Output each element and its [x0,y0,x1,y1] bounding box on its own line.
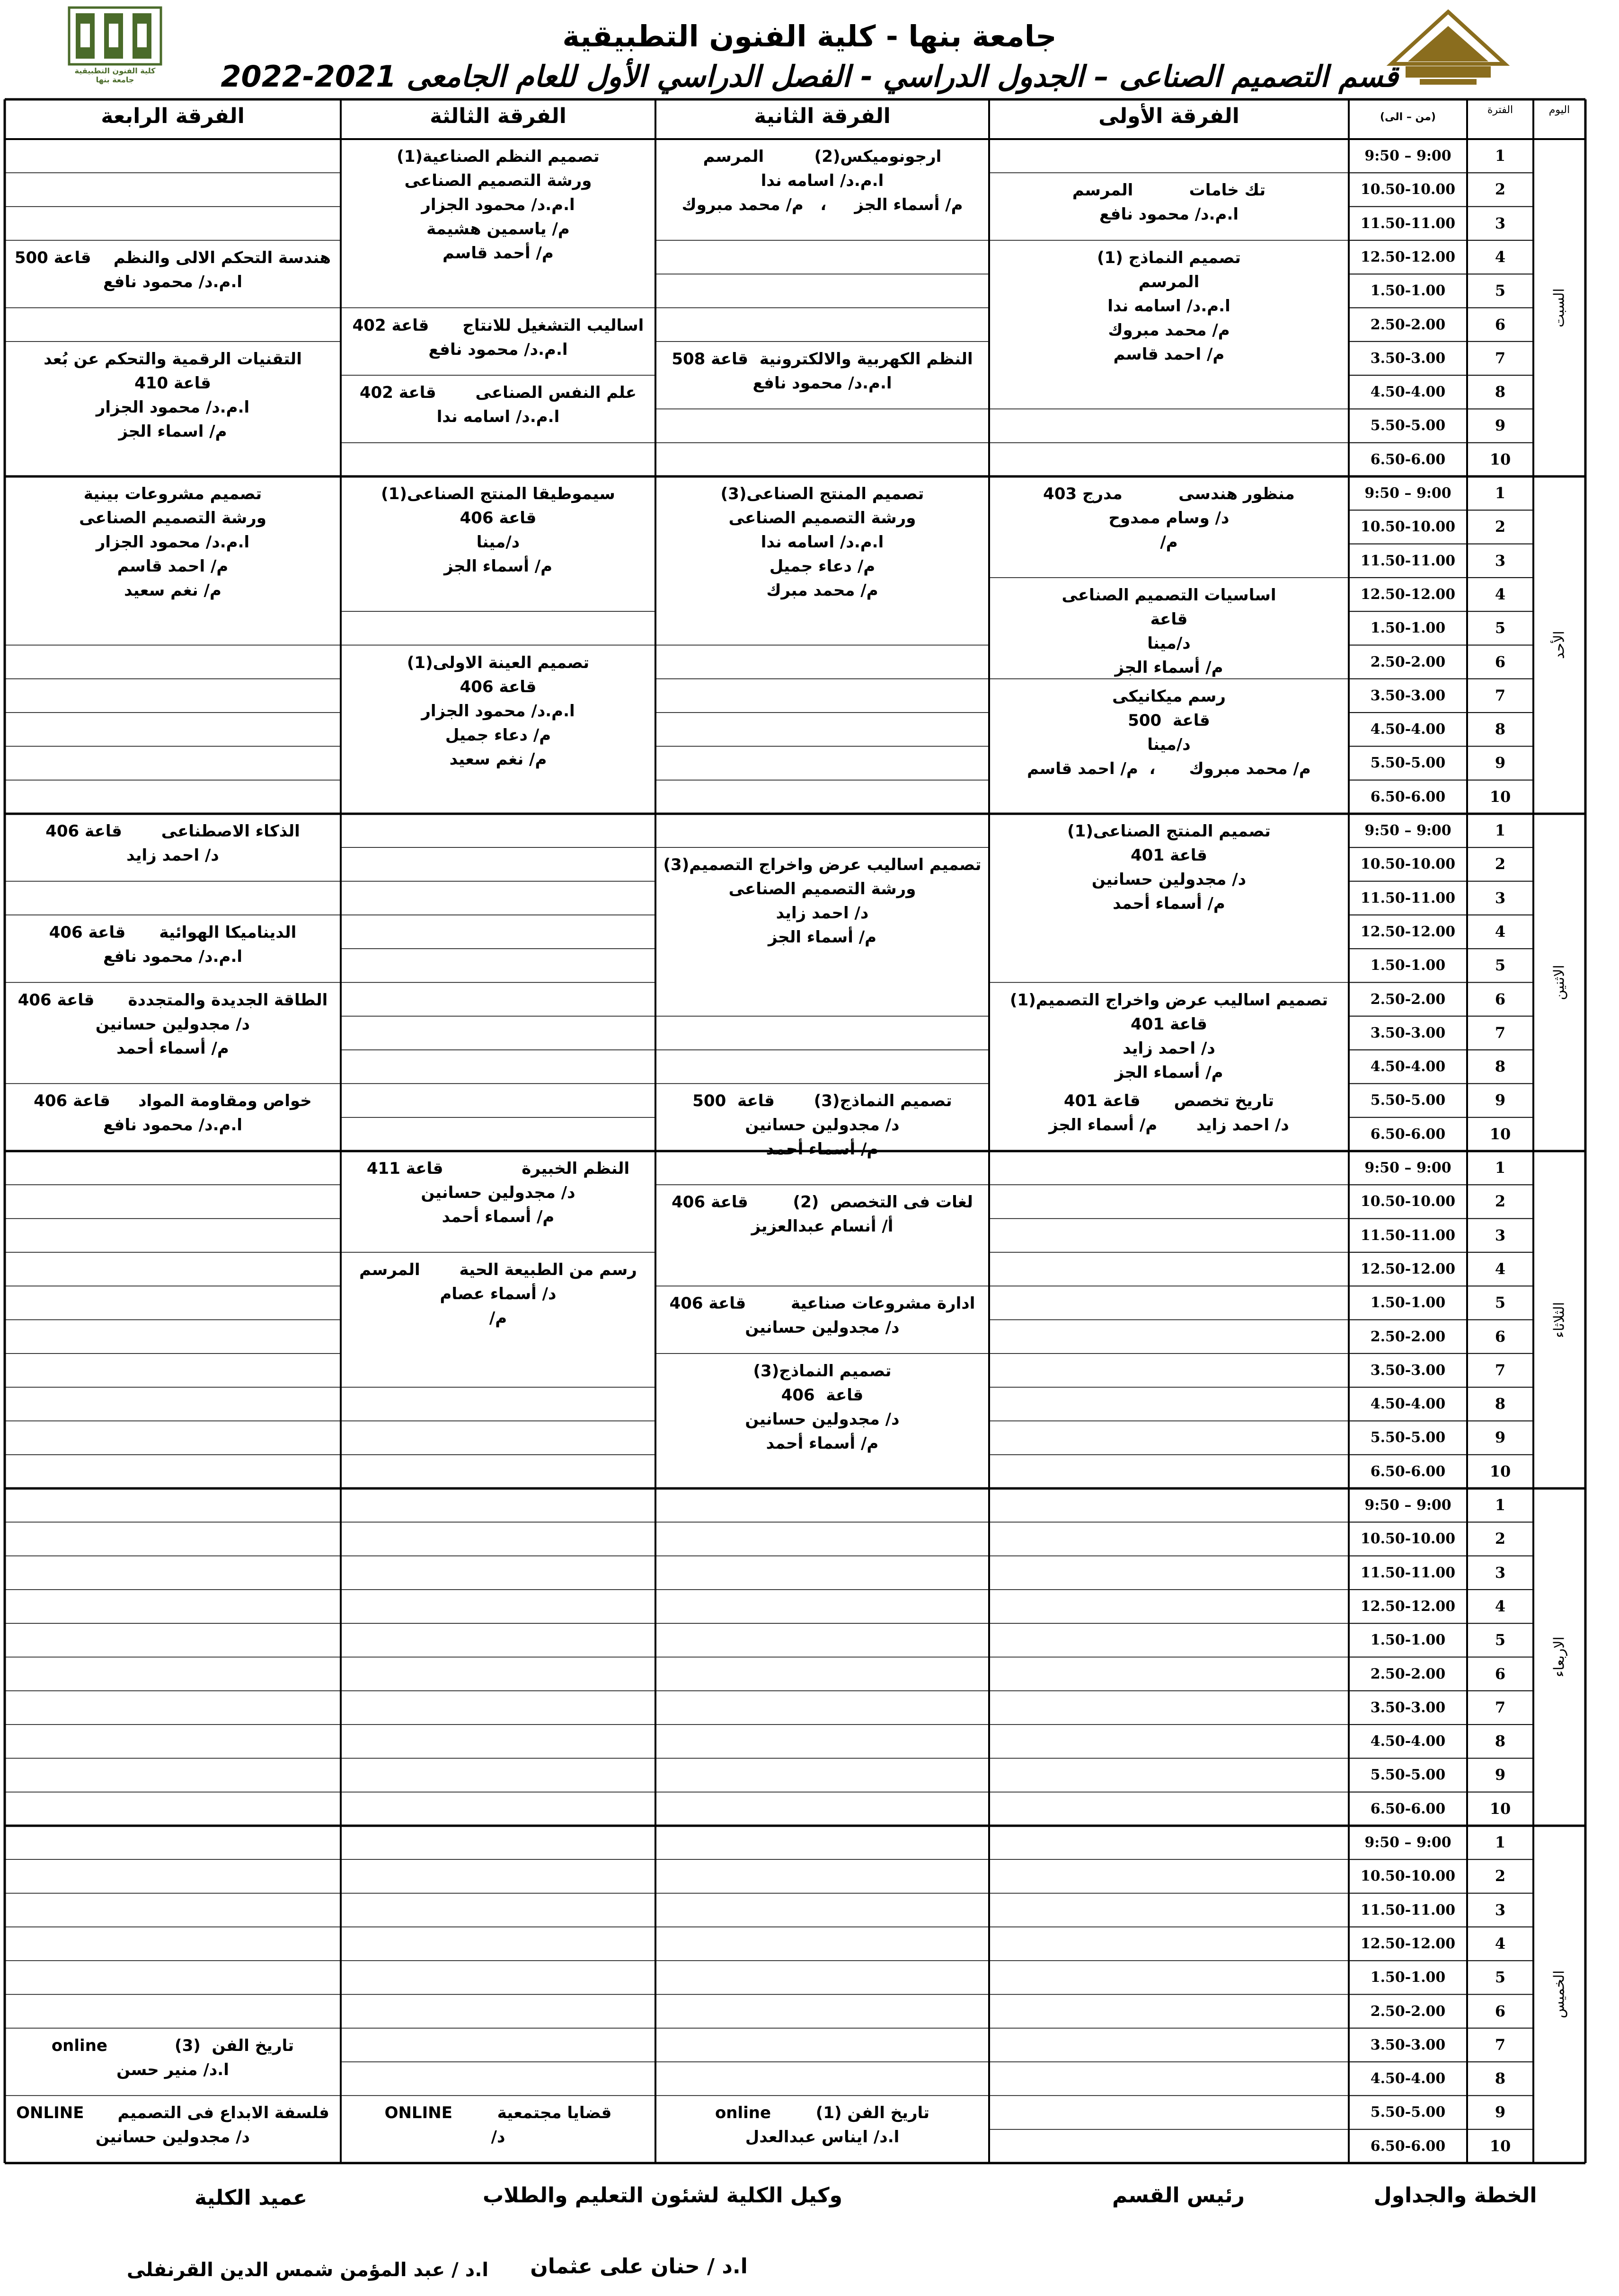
day-header: اليوم [1548,104,1570,116]
course-line: م/ احمد قاسم [1113,344,1225,364]
course-line: م/ أسماء الجز ، م/ محمد مبروك [681,195,963,214]
course-line: م/ أحمد قاسم [442,244,554,263]
period-number: 8 [1495,383,1506,401]
time-slot: 10.50-10.00 [1360,181,1456,198]
course-line: ا.د/ منير حسن [116,2060,229,2079]
vice-dean-name: ا.د / حنان على عثمان [530,2254,748,2278]
course-line: المرسم [1138,272,1200,291]
period-number: 10 [1489,787,1511,806]
course-line: تاريخ الفن (3) online [51,2036,294,2055]
time-slot: 2.50-2.00 [1370,1665,1446,1682]
course-line: م/ أسماء أحمد [442,1207,555,1226]
time-slot: 6.50-6.00 [1370,1800,1446,1817]
course-line: الذكاء الاصطناعى قاعة 406 [45,822,300,841]
course-line: قاعة 406 [460,677,537,696]
period-number: 10 [1489,2137,1511,2155]
time-slot: 11.50-11.00 [1360,215,1456,232]
course-line: ا.م.د/ محمود نافع [428,340,568,359]
plan-signature-title: الخطة والجداول [1373,2183,1537,2208]
course-line: د/ مجدولين حسانين [95,1014,250,1034]
time-slot: 10.50-10.00 [1360,1193,1456,1210]
course-line: التقنيات الرقمية والتحكم عن بُعد [44,349,302,369]
time-slot: 5.50-5.00 [1370,755,1446,772]
course-line: قاعة 406 [781,1385,864,1405]
course-line: د/ احمد زايد [776,904,869,923]
time-slot: 9:50 – 9:00 [1364,822,1451,839]
time-slot: 3.50-3.00 [1370,350,1446,367]
course-block [9,921,336,980]
period-number: 1 [1495,821,1506,839]
time-slot: 9:50 – 9:00 [1364,485,1451,501]
course-line: ارجونوميكس(2) المرسم [703,147,942,166]
department-head-title: رئيس القسم [1112,2183,1245,2208]
time-slot: 3.50-3.00 [1370,1699,1446,1716]
course-line: تصميم النظم الصناعية(1) [397,147,600,166]
course-line: تصميم النماذج(3) [753,1361,892,1381]
course-line: لغات فى التخصص (2) قاعة 406 [672,1193,973,1212]
period-number: 3 [1495,551,1506,570]
time-slot: 6.50-6.00 [1370,1126,1446,1143]
period-number: 10 [1489,1462,1511,1480]
course-line: تصميم المنتج الصناعى(3) [720,484,924,503]
course-line: قاعة 500 [1128,711,1210,730]
time-slot: 3.50-3.00 [1370,2036,1446,2053]
period-number: 2 [1495,518,1506,536]
time-slot: 6.50-6.00 [1370,451,1446,468]
university-title: جامعة بنها - كلية الفنون التطبيقية [562,19,1057,53]
course-line: د/مينا [476,533,520,552]
course-line: تاريخ الفن (1) online [715,2103,930,2123]
period-number: 5 [1495,1631,1506,1649]
period-number: 8 [1495,1732,1506,1751]
time-slot: 2.50-2.00 [1370,653,1446,670]
course-line: د/ احمد زايد [126,846,219,865]
course-line: د/ مجدولين حسانين [745,1318,900,1337]
time-slot: 10.50-10.00 [1360,1868,1456,1885]
period-number: 9 [1495,416,1506,435]
course-line: اساسيات التصميم الصناعى [1062,585,1276,605]
period-number: 3 [1495,888,1506,907]
course-line: م/ دعاء جميل [769,557,876,576]
day-label: الاثنين [1551,965,1568,1000]
period-number: 8 [1495,720,1506,739]
course-line: تصميم اساليب عرض واخراج التصميم(3) [663,855,982,875]
vice-dean-title: وكيل الكلية لشئون التعليم والطلاب [483,2183,842,2208]
period-number: 10 [1489,1125,1511,1143]
period-number: 1 [1495,147,1506,165]
course-line: تك خامات المرسم [1072,181,1266,200]
time-slot: 3.50-3.00 [1370,1362,1446,1379]
time-slot: 1.50-1.00 [1370,620,1446,637]
time-slot: 3.50-3.00 [1370,1024,1446,1041]
period-number: 4 [1495,1597,1506,1615]
course-block [660,1359,984,1486]
course-line: م/ أسماء أحمد [116,1038,229,1058]
course-line: تصميم اساليب عرض واخراج التصميم(1) [1009,990,1328,1010]
course-line: د/ مجدولين حسانين [745,1116,900,1135]
period-number: 9 [1495,1091,1506,1109]
course-block [660,482,984,642]
course-line: قاعة 401 [1131,846,1207,865]
time-slot: 12.50-12.00 [1360,586,1456,603]
university-logo [1387,7,1510,88]
time-slot: 10.50-10.00 [1360,519,1456,536]
faculty-logo-text: كلية الفنون التطبيقية جامعة بنها [74,66,156,84]
dean-name: ا.د / عبد المؤمن شمس الدين القرنفلى [126,2259,489,2281]
course-line: تاريخ تخصص قاعة 401 [1063,1091,1274,1111]
course-block [345,145,651,305]
course-line: د/ مجدولين حسانين [95,2128,250,2147]
time-slot: 2.50-2.00 [1370,1328,1446,1345]
first-year-header: الفرقة الأولى [1098,104,1239,128]
course-line: م/ أسماء الجز [443,557,553,576]
course-block [660,1190,984,1283]
day-label: الخميس [1551,1970,1568,2019]
course-line: قاعة 406 [460,509,537,528]
time-slot: 4.50-4.00 [1370,384,1446,401]
period-number: 2 [1495,1192,1506,1211]
day-label: الثلاثاء [1551,1302,1568,1338]
course-line: م/ أسماء أحمد [1113,894,1225,913]
day-label: الاربعاء [1551,1636,1568,1678]
course-line: ا.م.د/ محمود نافع [103,272,243,291]
course-block [9,819,336,879]
time-slot: 2.50-2.00 [1370,2003,1446,2020]
course-line: ا.م.د/ محمود الجزار [96,533,250,552]
period-number: 6 [1495,1664,1506,1683]
course-line: ورشة التصميم الصناعى [404,171,592,190]
period-number: 4 [1495,1934,1506,1953]
period-number: 3 [1495,1563,1506,1582]
time-slot: 4.50-4.00 [1370,1396,1446,1413]
time-slot: 12.50-12.00 [1360,248,1456,265]
period-number: 3 [1495,214,1506,232]
course-line: م/ [1160,533,1178,552]
time-slot: 11.50-11.00 [1360,1564,1456,1581]
course-block [345,482,651,608]
period-number: 5 [1495,1968,1506,1987]
course-line: م/ أسماء الجز [768,928,877,947]
course-line: علم النفس الصناعى قاعة 402 [359,383,637,403]
time-slot: 1.50-1.00 [1370,1969,1446,1986]
period-number: 4 [1495,922,1506,941]
period-number: 9 [1495,1428,1506,1447]
dean-title: عميد الكلية [194,2186,308,2210]
course-block [994,1089,1344,1148]
period-number: 3 [1495,1900,1506,1919]
course-line: د/ مجدولين حسانين [745,1409,900,1429]
time-slot: 4.50-4.00 [1370,1733,1446,1750]
period-number: 9 [1495,754,1506,772]
time-slot: 1.50-1.00 [1370,1294,1446,1311]
course-line: م/ أسماء أحمد [766,1140,879,1159]
course-line: ا.م.د/ محمود نافع [103,947,243,966]
time-slot: 1.50-1.00 [1370,282,1446,299]
course-line: م/ [489,1308,507,1328]
period-number: 7 [1495,1698,1506,1716]
time-slot: 6.50-6.00 [1370,2138,1446,2155]
course-line: م/ نغم سعيد [449,749,547,769]
course-block [9,988,336,1081]
course-line: قاعة 410 [134,373,211,393]
time-slot: 4.50-4.00 [1370,721,1446,738]
course-block [9,2034,336,2093]
schedule-title: قسم التصميم الصناعى – الجدول الدراسي - الفصل الدراسي الأول للعام الجامعى 2021-2022 [221,59,1398,94]
period-number: 1 [1495,1496,1506,1514]
course-block [994,685,1344,811]
course-line: ادارة مشروعات صناعية قاعة 406 [669,1294,975,1313]
course-block [994,482,1344,575]
course-line: ا.د/ ايناس عبدالعدل [745,2128,900,2147]
time-slot: 10.50-10.00 [1360,1531,1456,1548]
time-slot: 11.50-11.00 [1360,1227,1456,1244]
course-line: د/ احمد زايد م/ أسماء الجز [1049,1116,1289,1135]
course-block [9,482,336,642]
period-number: 2 [1495,1530,1506,1548]
time-slot: 1.50-1.00 [1370,957,1446,974]
period-number: 1 [1495,484,1506,502]
course-line: اساليب التشغيل للانتاج قاعة 402 [352,316,644,335]
time-slot: 4.50-4.00 [1370,1058,1446,1075]
period-number: 8 [1495,1057,1506,1076]
course-block [345,1258,651,1384]
period-number: 4 [1495,585,1506,603]
period-number: 7 [1495,349,1506,367]
course-line: م/ اسماء الجز [118,422,227,441]
course-line: ورشة التصميم الصناعى [728,880,916,899]
course-line: قضايا مجتمعية ONLINE [384,2103,612,2123]
time-slot: 4.50-4.00 [1370,2070,1446,2087]
period-number: 7 [1495,686,1506,704]
course-line: ورشة التصميم الصناعى [79,509,266,528]
course-line: ورشة التصميم الصناعى [728,509,916,528]
time-slot: 12.50-12.00 [1360,923,1456,940]
period-number: 6 [1495,652,1506,671]
course-block [660,1089,984,1159]
course-line: د/ وسام ممدوح [1108,509,1230,528]
time-slot: 9:50 – 9:00 [1364,1834,1451,1851]
time-slot: 2.50-2.00 [1370,991,1446,1008]
course-line: منظور هندسى مدرج 403 [1043,484,1295,503]
course-line: د/ أسماء عصام [440,1284,557,1303]
course-block [345,314,651,373]
course-block [994,583,1344,676]
time-slot: 5.50-5.00 [1370,2104,1446,2121]
course-line: م/ محمد مبروك [1108,320,1230,340]
course-block [994,246,1344,406]
period-number: 8 [1495,1395,1506,1413]
course-line: د/ مجدولين حسانين [1091,870,1247,889]
course-line: سيموطيقا المنتج الصناعى(1) [381,484,615,503]
time-slot: 3.50-3.00 [1370,687,1446,704]
course-line: قاعة 401 [1131,1014,1207,1034]
course-line: تصميم مشروعات بينية [83,484,262,503]
period-number: 4 [1495,247,1506,266]
time-slot: 2.50-2.00 [1370,316,1446,333]
period-number: 2 [1495,855,1506,873]
period-number: 7 [1495,2035,1506,2054]
day-label: الأحد [1551,631,1568,660]
course-line: النظم الكهربية والالكترونية قاعة 508 [672,349,973,369]
course-line: النظم الخبيرة قاعة 411 [366,1159,630,1178]
course-line: ا.م.د/ محمود نافع [103,1116,243,1135]
course-line: ا.م.د/ محمود نافع [1099,205,1239,224]
course-line: خواص ومقاومة المواد قاعة 406 [34,1091,312,1111]
course-line: م/ احمد قاسم [117,557,229,576]
course-line: قاعة [1150,609,1188,629]
time-slot: 1.50-1.00 [1370,1632,1446,1649]
period-number: 5 [1495,619,1506,637]
period-number: 5 [1495,956,1506,975]
course-block [660,1292,984,1351]
course-line: ا.م.د/ محمود الجزار [421,701,575,721]
course-line: تصميم المنتج الصناعى(1) [1067,822,1271,841]
time-slot: 11.50-11.00 [1360,552,1456,569]
time-slot: 6.50-6.00 [1370,788,1446,805]
period-number: 1 [1495,1159,1506,1177]
course-block [9,2101,336,2160]
course-line: ا.م.د/ اسامه ندا [436,407,560,427]
course-block [660,145,984,238]
period-number: 6 [1495,315,1506,334]
course-block [345,1157,651,1249]
period-number: 3 [1495,1226,1506,1244]
period-number: 7 [1495,1023,1506,1042]
period-number: 6 [1495,2002,1506,2020]
course-block [345,651,651,811]
course-block [9,246,336,305]
period-number: 10 [1489,1799,1511,1818]
period-number: 7 [1495,1361,1506,1379]
time-slot: 11.50-11.00 [1360,889,1456,906]
course-line: د/ مجدولين حسانين [421,1183,575,1202]
course-line: م/ أسماء الجز [1115,658,1223,677]
course-line: ا.م.د/ محمود الجزار [421,195,575,214]
course-line: م/ ياسمين هشيمة [426,220,570,238]
faculty-logo [65,5,165,85]
period-number: 2 [1495,1867,1506,1885]
course-block [345,2101,651,2160]
course-line: الديناميكا الهوائية قاعة 406 [49,923,297,942]
time-header: (من – الى) [1380,111,1436,123]
time-slot: 5.50-5.00 [1370,1092,1446,1109]
time-slot: 5.50-5.00 [1370,1767,1446,1784]
course-block [660,853,984,1013]
time-slot: 9:50 – 9:00 [1364,1497,1451,1513]
course-block [994,819,1344,980]
period-number: 9 [1495,2103,1506,2121]
course-line: ا.م.د/ اسامه ندا [761,171,884,190]
course-line: ا.م.د/ اسامه ندا [761,533,884,552]
time-slot: 9:50 – 9:00 [1364,1160,1451,1176]
course-line: تصميم النماذج(3) قاعة 500 [692,1091,952,1111]
course-line: د/مينا [1147,633,1191,653]
time-slot: 9:50 – 9:00 [1364,148,1451,164]
time-slot: 5.50-5.00 [1370,417,1446,434]
time-slot: 6.50-6.00 [1370,1463,1446,1480]
course-line: الطاقة الجديدة والمتجددة قاعة 406 [18,990,328,1010]
course-line: رسم من الطبيعة الحية المرسم [359,1260,637,1279]
course-block [9,347,336,474]
day-label: السبت [1551,288,1568,327]
course-block [660,2101,984,2160]
course-line: فلسفة الابداع فى التصميم ONLINE [16,2103,329,2123]
period-number: 9 [1495,1766,1506,1784]
fourth-year-header: الفرقة الرابعة [101,104,245,128]
course-block [994,178,1344,238]
course-line: م/ محمد مبرك [766,581,878,600]
second-year-header: الفرقة الثانية [754,104,891,128]
third-year-header: الفرقة الثالثة [430,104,566,128]
course-line: د/ احمد زايد [1123,1038,1215,1058]
course-line: م/ نغم سعيد [124,581,221,600]
course-line: أ/ أنسام عبدالعزيز [751,1217,894,1236]
course-block [9,1089,336,1148]
course-line: تصميم العينة الاولى(1) [407,653,590,672]
period-number: 2 [1495,180,1506,199]
course-line: م/ دعاء جميل [445,725,551,745]
period-number: 1 [1495,1833,1506,1851]
course-line: رسم ميكانيكى [1112,686,1226,706]
course-line: م/ محمد مبروك ، م/ احمد قاسم [1027,759,1311,778]
course-line: ا.م.د/ محمود الجزار [96,397,250,417]
course-block [660,347,984,406]
course-line: د/مينا [1147,735,1191,754]
time-slot: 10.50-10.00 [1360,856,1456,873]
time-slot: 11.50-11.00 [1360,1901,1456,1918]
period-number: 6 [1495,990,1506,1008]
course-line: د/ [491,2128,505,2147]
course-line: هندسة التحكم الالى والنظم قاعة 500 [14,248,331,267]
time-slot: 12.50-12.00 [1360,1935,1456,1952]
course-line: م/ أسماء الجز [1115,1063,1223,1082]
course-line: م/ أسماء أحمد [766,1434,879,1453]
time-slot: 5.50-5.00 [1370,1429,1446,1446]
period-number: 10 [1489,450,1511,468]
course-line: ا.م.د/ محمود نافع [752,373,892,393]
course-block [345,381,651,440]
period-number: 5 [1495,1293,1506,1312]
course-line: تصميم النماذج (1) [1097,248,1241,267]
period-number: 8 [1495,2069,1506,2088]
period-number: 4 [1495,1259,1506,1278]
time-slot: 12.50-12.00 [1360,1598,1456,1615]
course-line: ا.م.د/ اسامه ندا [1107,296,1230,316]
time-slot: 12.50-12.00 [1360,1260,1456,1277]
period-header: الفترة [1487,104,1513,116]
period-number: 6 [1495,1327,1506,1346]
period-number: 5 [1495,282,1506,300]
